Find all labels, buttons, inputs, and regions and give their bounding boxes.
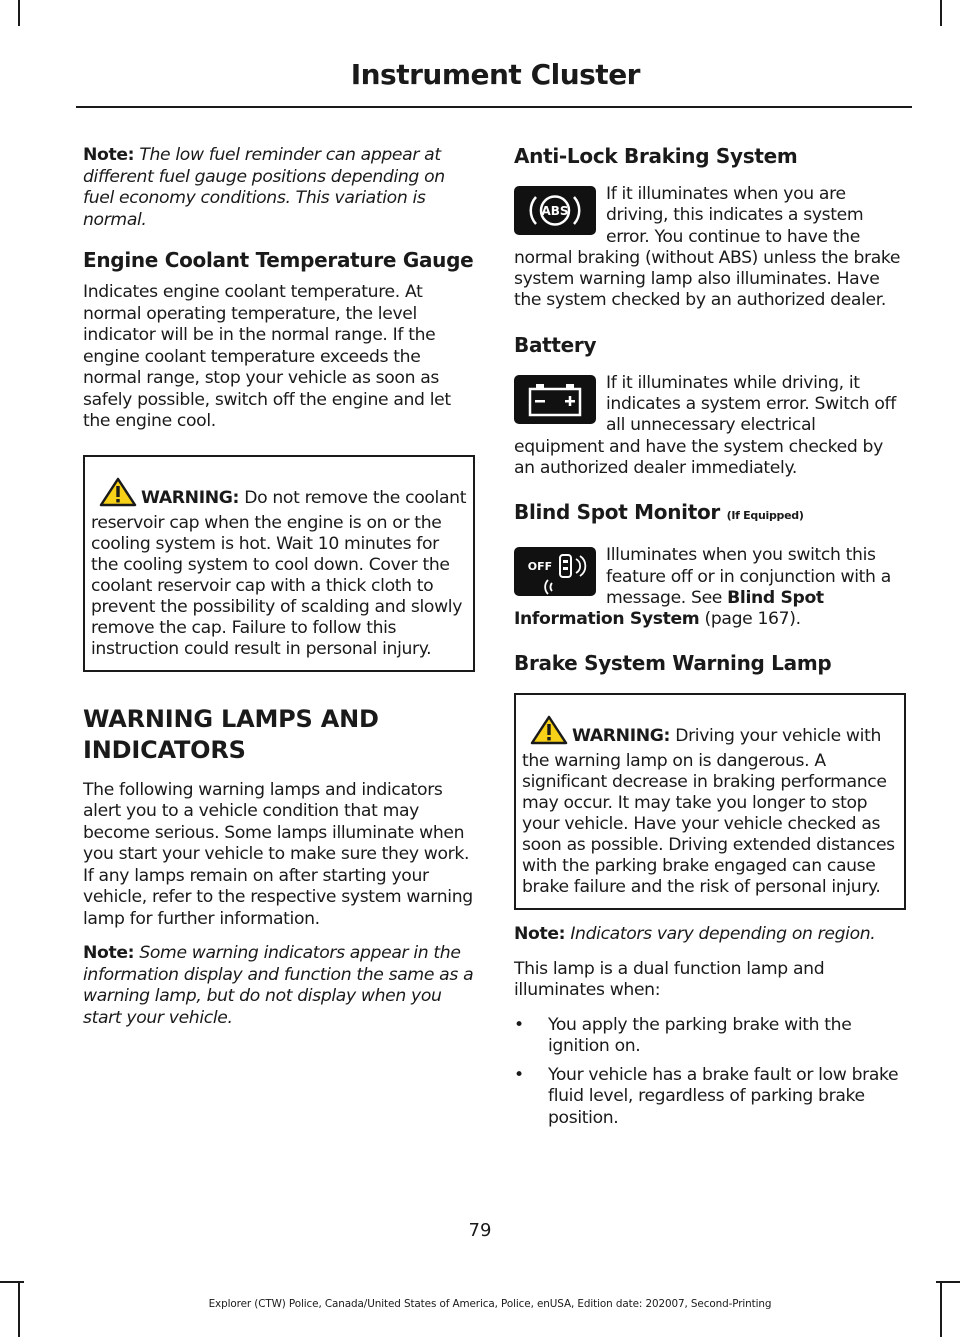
warning-box-brake [514, 693, 906, 910]
abs-text: If it illuminates when you are driving, this indicates a system error. You continue to have the normal braking (without ABS) unless the brake system warning lamp also illuminates. Have the system checked by an authorized dealer. [514, 184, 901, 311]
bullet: • [514, 1064, 524, 1085]
bsm-heading-text: Blind Spot Monitor [514, 500, 720, 525]
crop-mark [936, 1281, 960, 1283]
note-low-fuel [83, 145, 475, 231]
battery-block [514, 373, 906, 479]
bsm-block [514, 545, 906, 630]
warning-text: Driving your vehicle with the warning lamp on is dangerous. A significant decrease in braking performance may occur. It may take you longer to stop your vehicle. Have your vehicle checked as soon as possible. Driving extended distances with the parking brake engaged can cause brake failure and the risk of personal injury. [522, 726, 895, 898]
warning-box-coolant [83, 455, 475, 672]
page-footer: Explorer (CTW) Police, Canada/United States of America, Police, enUSA, Edition date: 202007, Second-Printing [208, 1298, 772, 1310]
warning-triangle-icon [530, 715, 568, 751]
list-item [514, 1015, 906, 1058]
abs-block [514, 184, 906, 312]
list-item-text: Your vehicle has a brake fault or low brake fluid level, regardless of parking brake position. [548, 1064, 899, 1128]
page-number: 79 [468, 1220, 492, 1241]
warning-triangle-icon [99, 477, 137, 513]
header-rule [76, 106, 912, 108]
note-indicators-region [514, 924, 906, 946]
warning-label: WARNING: [572, 726, 671, 747]
section-heading: WARNING LAMPS AND INDICATORS [83, 704, 379, 764]
right-column [514, 145, 906, 1136]
crop-mark [940, 0, 942, 26]
battery-text: If it illuminates while driving, it indicates a system error. Switch off all unnecessary electrical equipment and have the system checked by an authorized dealer immediately. [514, 372, 896, 478]
bsm-heading [514, 501, 906, 527]
note-text: Indicators vary depending on region. [570, 924, 876, 945]
brake-heading: Brake System Warning Lamp [514, 651, 832, 676]
warning-text: Do not remove the coolant reservoir cap when the engine is on or the cooling system is hot. Wait 10 minutes for the cooling system to cool down. Cover the coolant reservoir cap with a thick cloth to prevent the possibility of scalding and slowly remove the cap. Failure to follow this instruction could result in personal injury. [91, 487, 467, 659]
crop-mark [18, 0, 20, 26]
note-label: Note: [514, 924, 566, 945]
note-label: Note: [83, 943, 135, 963]
bullet: • [514, 1014, 524, 1035]
dual-function-list [514, 1015, 906, 1130]
dual-function-text: This lamp is a dual function lamp and illuminates when: [514, 958, 825, 1001]
warning-label: WARNING: [141, 487, 240, 508]
list-item [514, 1065, 906, 1130]
bsm-icon-label: OFF [527, 560, 553, 574]
abs-icon-label: ABS [541, 204, 569, 218]
note-text: Some warning indicators appear in the information display and function the same as a warning lamp, but do not display when you start your vehicle. [83, 943, 474, 1028]
note-warning-indicators [83, 943, 475, 1029]
note-text: The low fuel reminder can appear at different fuel gauge positions depending on fuel economy conditions. This variation is normal. [83, 145, 445, 230]
left-column [83, 145, 475, 1042]
coolant-heading: Engine Coolant Temperature Gauge [83, 248, 474, 272]
coolant-text: Indicates engine coolant temperature. At normal operating temperature, the level indicator will be in the normal range. If the engine coolant temperature exceeds the normal range, stop your vehicle as soon as safely possible, switch off the engine and let the engine cool. [83, 282, 451, 431]
note-label: Note: [83, 145, 135, 165]
page-header-title: Instrument Cluster [350, 58, 640, 91]
list-item-text: You apply the parking brake with the ignition on. [548, 1014, 852, 1057]
bsm-body: Illuminates when you switch this feature off or in conjunction with a message. See [606, 545, 891, 608]
bsm-page-ref: (page 167). [704, 609, 801, 630]
battery-heading: Battery [514, 332, 597, 357]
abs-warning-icon [514, 186, 596, 235]
blind-spot-off-icon [514, 547, 596, 596]
section-text: The following warning lamps and indicators alert you to a vehicle condition that may become serious. Some lamps illuminate when you start your vehicle to make sure they work. If any lamps remain on after starting your vehicle, refer to the respective system warning lamp for further information. [83, 779, 473, 929]
crop-mark [0, 1281, 24, 1283]
bsm-heading-qualifier: (If Equipped) [726, 509, 804, 523]
abs-heading: Anti-Lock Braking System [514, 144, 798, 168]
bsm-cross-reference-link[interactable]: Blind Spot Information System [514, 587, 824, 630]
battery-icon [514, 375, 596, 424]
